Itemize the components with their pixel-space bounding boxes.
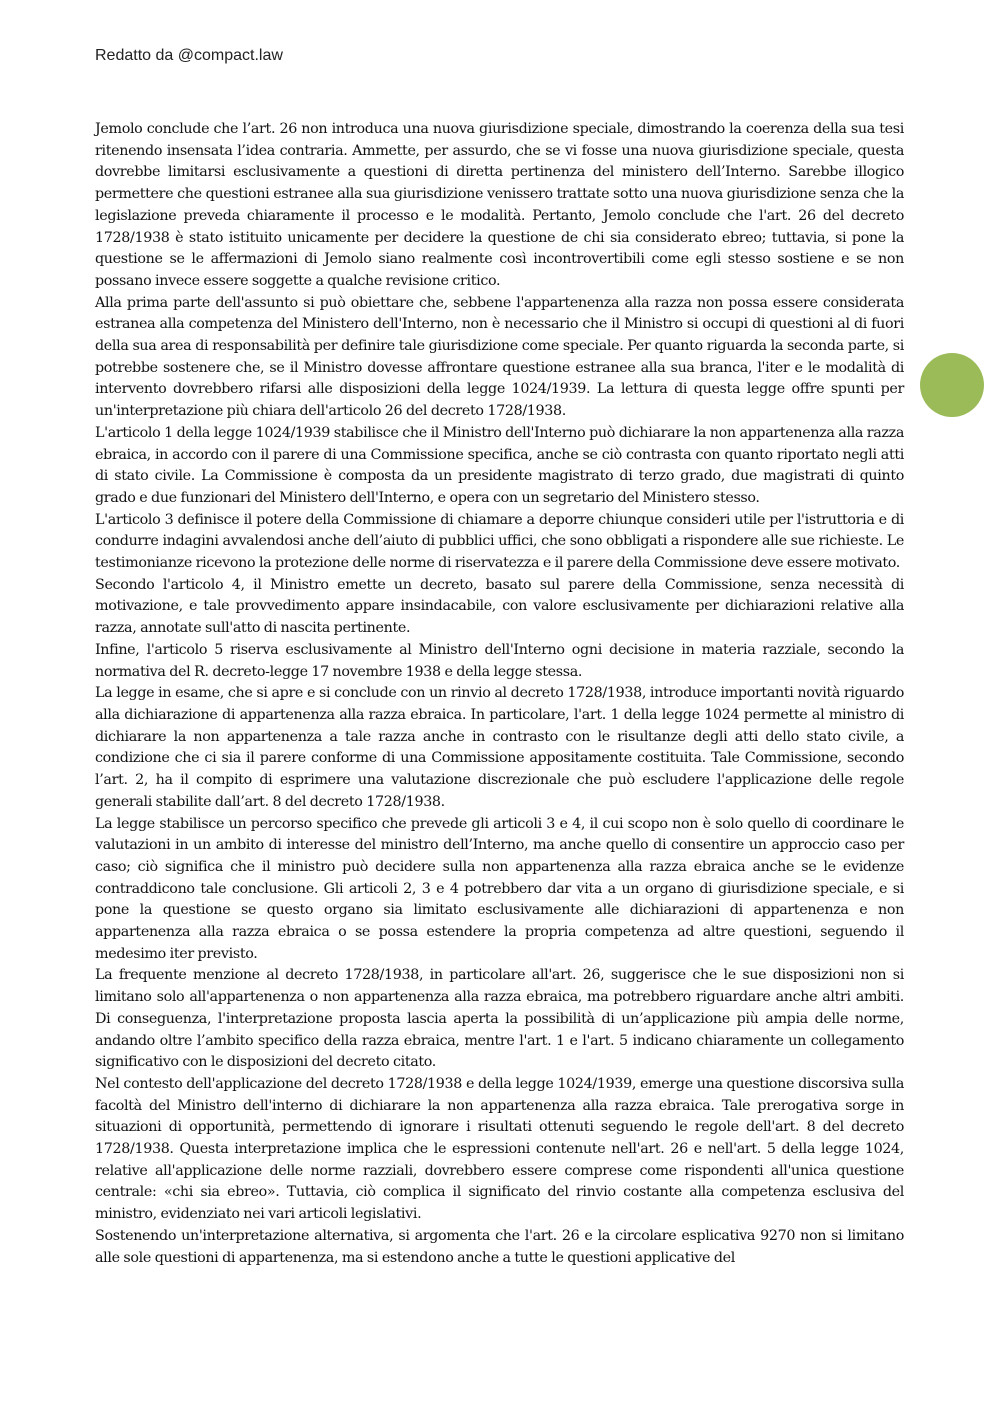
paragraph-8: La legge stabilisce un percorso specifico che prevede gli articoli 3 e 4, il cui scopo non è solo quello di coordinare le valutazioni in un ambito di interesse del ministro dell’Interno, ma anche quello di consentire un approccio caso per caso; ciò significa che il ministro può decidere sulla non appartenenza alla razza ebraica anche se le evidenze contraddicono tale conclusione. Gli articoli 2, 3 e 4 potrebbero dar vita a un organo di giurisdizione speciale, e si pone la questione se questo organo sia limitato esclusivamente alle dichiarazioni di appartenenza e non appartenenza alla razza ebraica o se possa estendere la propria competenza ad altre questioni, seguendo il medesimo iter previsto. — [95, 815, 904, 962]
paragraph-11: Sostenendo un'interpretazione alternativa, si argomenta che l'art. 26 e la circolare esplicativa 9270 non si limitano alle sole questioni di appartenenza, ma si estendono anche a tutte le questioni applicative del — [95, 1227, 904, 1266]
paragraph-2: Alla prima parte dell'assunto si può obiettare che, sebbene l'appartenenza alla razza non possa essere considerata estranea alla competenza del Ministero dell'Interno, non è necessario che il Ministro si occupi di questioni al di fuori della sua area di responsabilità per definire tale giurisdizione come speciale. Per quanto riguarda la seconda parte, si potrebbe sostenere che, se il Ministro dovesse affrontare questione estranee alla sua branca, l'iter e le modalità di intervento dovrebbero rifarsi alle disposizioni della legge 1024/1939. La lettura di questa legge offre spunti per un'interpretazione più chiara dell'articolo 26 del decreto 1728/1938. — [95, 294, 904, 420]
page-header: Redatto da @compact.law — [95, 47, 283, 64]
document-body — [95, 119, 904, 1269]
decorative-circle — [920, 353, 984, 417]
paragraph-4: L'articolo 3 definisce il potere della Commissione di chiamare a deporre chiunque consideri utile per l'istruttoria e di condurre indagini avvalendosi anche dell’aiuto di pubblici uffici, che sono obbligati a rispondere alle sue richieste. Le testimonianze ricevono la protezione delle norme di riservatezza e il parere della Commissione deve essere motivato. — [95, 511, 904, 572]
paragraph-9: La frequente menzione al decreto 1728/1938, in particolare all'art. 26, suggerisce che le sue disposizioni non si limitano solo all'appartenenza o non appartenenza alla razza ebraica, ma potrebbero riguardare anche altri ambiti. Di conseguenza, l'interpretazione proposta lascia aperta la possibilità di un’applicazione più ampia delle norme, andando oltre l’ambito specifico della razza ebraica, mentre l'art. 1 e l'art. 5 indicano chiaramente un collegamento significativo con le disposizioni del decreto citato. — [95, 967, 904, 1071]
paragraph-6: Infine, l'articolo 5 riserva esclusivamente al Ministro dell'Interno ogni decisione in materia razziale, secondo la normativa del R. decreto-legge 17 novembre 1938 e della legge stessa. — [95, 641, 904, 680]
paragraph-7: La legge in esame, che si apre e si conclude con un rinvio al decreto 1728/1938, introduce importanti novità riguardo alla dichiarazione di appartenenza alla razza ebraica. In particolare, l'art. 1 della legge 1024 permette al ministro di dichiarare la non appartenenza a tale razza anche in contrasto con le risultanze degli atti dello stato civile, a condizione che ci sia il parere conforme di una Commissione appositamente costituita. Tale Commissione, secondo l’art. 2, ha il compito di esprimere una valutazione discrezionale che può escludere l'applicazione delle regole generali stabilite dall’art. 8 del decreto 1728/1938. — [95, 685, 904, 810]
paragraph-5: Secondo l'articolo 4, il Ministro emette un decreto, basato sul parere della Commissione, senza necessità di motivazione, e tale provvedimento appare insindacabile, con valore esclusivamente per dichiarazioni relative alla razza, annotate sull'atto di nascita pertinente. — [95, 576, 904, 637]
paragraph-1: Jemolo conclude che l’art. 26 non introduca una nuova giurisdizione speciale, dimostrando la coerenza della sua tesi ritenendo insensata l’idea contraria. Ammette, per assurdo, che se vi fosse una nuova giurisdizione speciale, questa dovrebbe limitarsi esclusivamente a questioni di diretta pertinenza del ministero dell’Interno. Sarebbe illogico permettere che questioni estranee alla sua giurisdizione venissero trattate sotto una nuova giurisdizione senza che la legislazione preveda chiaramente il processo e le modalità. Pertanto, Jemolo conclude che l'art. 26 del decreto 1728/1938 è stato istituito unicamente per decidere la questione de chi sia considerato ebreo; tuttavia, si pone la questione se le affermazioni di Jemolo siano realmente così incontrovertibili come egli stesso sostiene e se non possano invece essere soggette a qualche revisione critico. — [95, 121, 904, 289]
paragraph-3: L'articolo 1 della legge 1024/1939 stabilisce che il Ministro dell'Interno può dichiarare la non appartenenza alla razza ebraica, in accordo con il parere di una Commissione specifica, anche se ciò contrasta con quanto riportato negli atti di stato civile. La Commissione è composta da un presidente magistrato di terzo grado, due magistrati di quinto grado e due funzionari del Ministero dell'Interno, e opera con un segretario del Ministero stesso. — [95, 424, 904, 506]
paragraph-10: Nel contesto dell'applicazione del decreto 1728/1938 e della legge 1024/1939, emerge una questione discorsiva sulla facoltà del Ministro dell'interno di dichiarare la non appartenenza alla razza ebraica. Tale prerogativa sorge in situazioni di opportunità, permettendo di ignorare i risultati ottenuti seguendo le regole dell'art. 8 del decreto 1728/1938. Questa interpretazione implica che le espressioni contenute nell'art. 26 e nell'art. 5 della legge 1024, relative all'applicazione delle norme razziali, dovrebbero essere comprese come rispondenti all'unica questione centrale: «chi sia ebreo». Tuttavia, ciò complica il significato del rinvio costante alla competenza esclusiva del ministro, evidenziato nei vari articoli legislativi. — [95, 1075, 904, 1223]
